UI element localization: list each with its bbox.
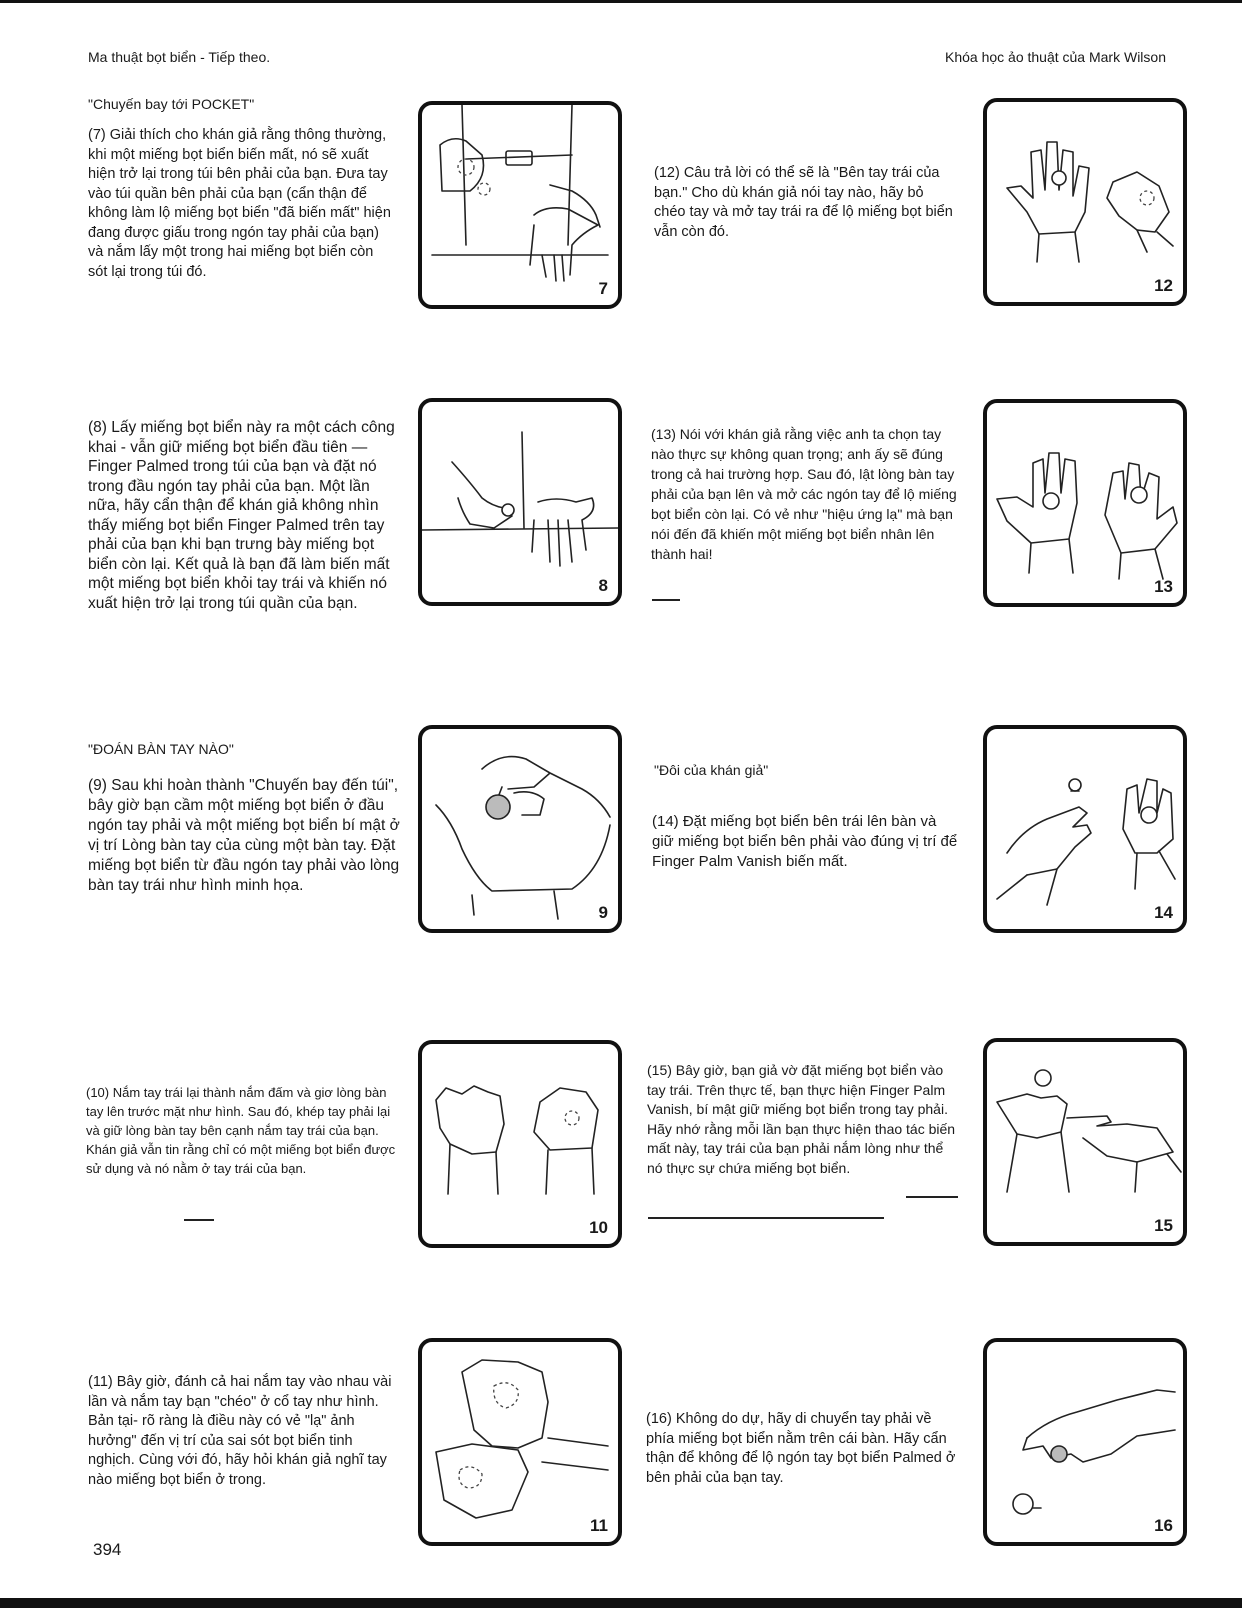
step-12-text: (12) Câu trả lời có thể sẽ là "Bên tay trái của bạn." Cho dù khán giả nói tay nào, hãy bỏ chéo tay và mở tay trái ra để lộ miếng bọt biển vẫn còn đó. <box>654 165 953 240</box>
figure-7-number: 7 <box>598 279 608 298</box>
figure-15 <box>983 1038 1187 1246</box>
figure-12-number: 12 <box>1154 276 1173 295</box>
figure-13-number: 13 <box>1154 577 1173 596</box>
step-8-text: (8) Lấy miếng bọt biển này ra một cách công khai - vẫn giữ miếng bọt biển đầu tiên — Finger Palmed trong túi của bạn và đặt nó trong đầu ngón tay phải của bạn. Một lần nữa, hãy cẩn thận để khán giả không nhìn thấy miếng bọt biển Finger Palmed trên tay phải của bạn khi bạn trưng bày miếng bọt biển còn lại. Kết quả là bạn đã làm biến mất một miếng bọt biển khỏi tay trái và khiến nó xuất hiện trở lại trong túi quần của bạn. <box>88 419 395 612</box>
step-9-text: (9) Sau khi hoàn thành "Chuyến bay đến túi", bây giờ bạn cầm một miếng bọt biển ở đầu ngón tay phải và một miếng bọt biển bí mật ở vị trí Lòng bàn tay của cùng một bàn tay. Đặt miếng bọt biển từ đầu ngón tay phải vào lòng bàn tay trái như hình minh họa. <box>88 777 400 894</box>
figure-14 <box>983 725 1187 933</box>
figure-11-illustration <box>422 1342 618 1542</box>
bottom-rule <box>0 1598 1242 1608</box>
step-16-text: (16) Không do dự, hãy di chuyển tay phải về phía miếng bọt biển nằm trên cái bàn. Hãy cẩn thận để không để lộ ngón tay bọt biển Palmed ở bên phải của bạn tay. <box>646 1411 956 1486</box>
running-header-left: Ma thuật bọt biển - Tiếp theo. <box>88 49 271 65</box>
dash-rule <box>906 1196 958 1198</box>
step-11-text: (11) Bây giờ, đánh cả hai nắm tay vào nhau vài lần và nắm tay bạn "chéo" ở cổ tay như hình. Bản tại- rõ ràng là điều này có vẻ "lạ" ảnh hưởng" đến vị trí của sai sót bọt biển tinh nghịch. Cùng với đó, hãy hỏi khán giả nghĩ tay nào miếng bọt biển ở trong. <box>88 1374 392 1488</box>
figure-15-number: 15 <box>1154 1216 1173 1235</box>
figure-12-illustration <box>987 102 1183 302</box>
figure-14-illustration <box>987 729 1183 929</box>
figure-11-number: 11 <box>590 1516 608 1535</box>
step-10-text: (10) Nắm tay trái lại thành nắm đấm và giơ lòng bàn tay lên trước mặt như hình. Sau đó, khép tay phải lại và giữ lòng bàn tay bên cạnh nắm tay trái của bạn. Khán giả vẫn tin rằng chỉ có một miếng bọt biển được sử dụng và nó nằm ở tay trái của bạn. <box>86 1085 396 1176</box>
figure-7-illustration <box>422 105 618 305</box>
step-13-text: (13) Nói với khán giả rằng việc anh ta chọn tay nào thực sự không quan trọng; anh ấy sẽ đúng trong cả hai trường hợp. Sau đó, lật lòng bàn tay phải của bạn lên và mở các ngón tay để lộ miếng bọt biển còn lại. Có vẻ như "hiệu ứng lạ" mà bạn nói đến đã khiến một miếng bọt biển nhân lên thành hai! <box>651 426 957 562</box>
section-title-pocket: "Chuyến bay tới POCKET" <box>88 96 255 112</box>
dash-rule <box>652 599 680 601</box>
figure-16-number: 16 <box>1154 1516 1173 1535</box>
dash-rule <box>648 1217 884 1219</box>
section-title-which-hand: "ĐOÁN BÀN TAY NÀO" <box>88 741 234 757</box>
page-number: 394 <box>93 1540 122 1559</box>
figure-12 <box>983 98 1187 306</box>
figure-13-illustration <box>987 403 1183 603</box>
figure-15-illustration <box>987 1042 1183 1242</box>
step-14-text: (14) Đặt miếng bọt biển bên trái lên bàn và giữ miếng bọt biển bên phải vào đúng vị trí để Finger Palm Vanish biến mất. <box>652 813 958 870</box>
step-7-text: (7) Giải thích cho khán giả rằng thông thường, khi một miếng bọt biển biến mất, nó sẽ xuất hiện trở lại trong túi bên phải của bạn. Đưa tay vào túi quần bên phải của bạn (cẩn thận để không làm lộ miếng bọt biển "đã biến mất" hiện đang được giấu trong ngón tay phải của bạn) và nắm lấy một trong hai miếng bọt biển còn sót lại trong túi đó. <box>88 127 391 280</box>
step-15-text: (15) Bây giờ, bạn giả vờ đặt miếng bọt biển vào tay trái. Trên thực tế, bạn thực hiện Finger Palm Vanish, bí mật giữ miếng bọt biển trong tay phải. Hãy nhớ rằng mỗi lần bạn thực hiện thao tác biến mất này, tay trái của bạn phải nắm lòng như thể nó thực sự chứa miếng bọt biển. <box>647 1062 956 1176</box>
figure-10-number: 10 <box>589 1218 608 1237</box>
dash-rule <box>184 1219 214 1221</box>
figure-9 <box>418 725 622 933</box>
figure-13 <box>983 399 1187 607</box>
section-title-audience: "Đôi của khán giả" <box>654 762 769 778</box>
running-header-right: Khóa học ảo thuật của Mark Wilson <box>944 49 1166 65</box>
top-rule <box>0 0 1242 3</box>
figure-14-number: 14 <box>1154 903 1173 922</box>
figure-8 <box>418 398 622 606</box>
figure-16 <box>983 1338 1187 1546</box>
figure-9-number: 9 <box>598 903 608 922</box>
figure-16-illustration <box>987 1342 1183 1542</box>
figure-10 <box>418 1040 622 1248</box>
figure-10-illustration <box>422 1044 618 1244</box>
figure-8-number: 8 <box>598 576 608 595</box>
figure-8-illustration <box>422 402 618 602</box>
figure-7 <box>418 101 622 309</box>
figure-11 <box>418 1338 622 1546</box>
figure-9-illustration <box>422 729 618 929</box>
